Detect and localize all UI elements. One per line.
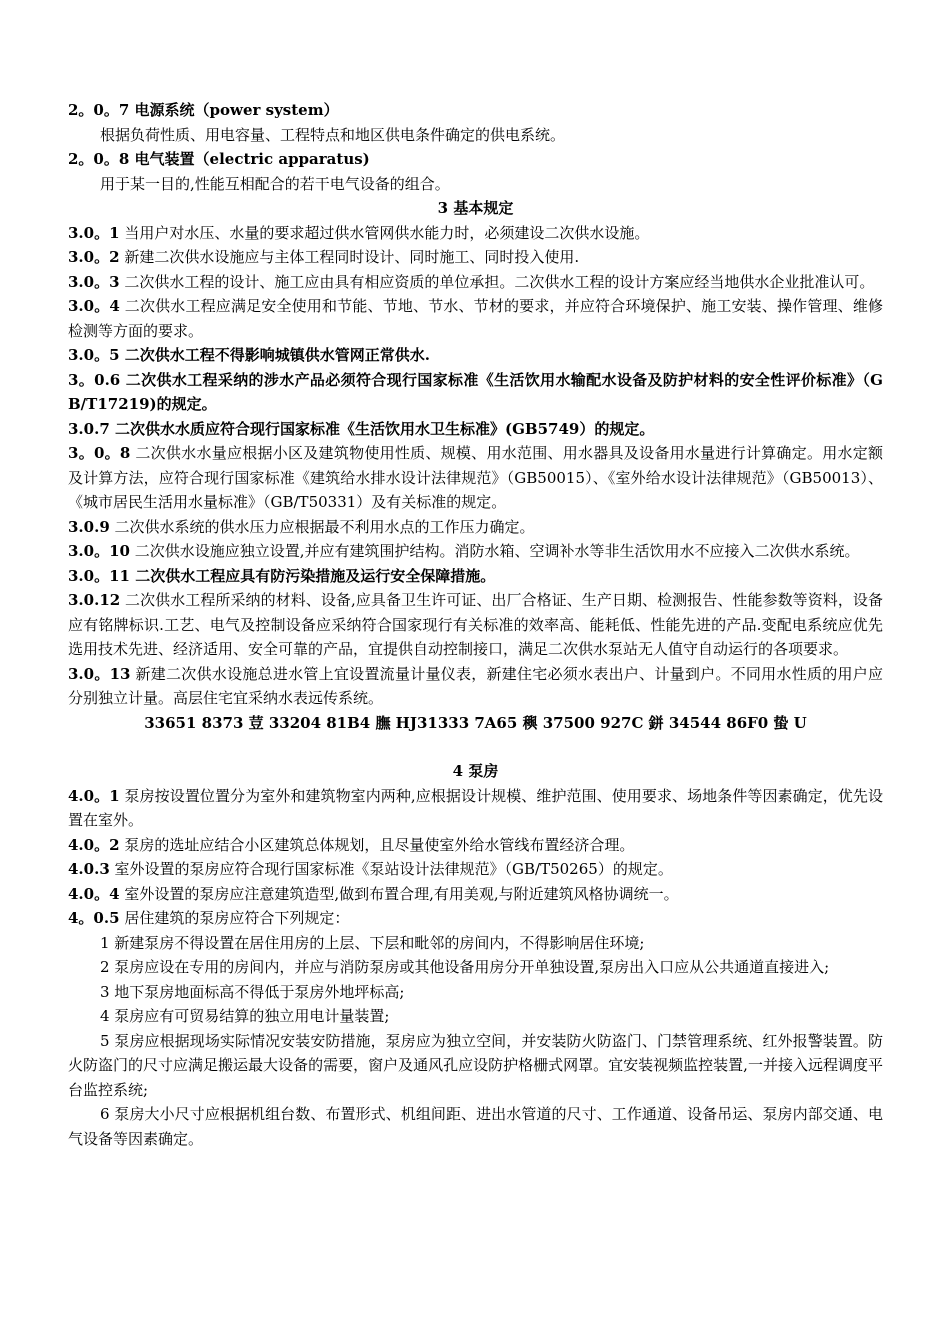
clause-4-0-5 bbox=[68, 906, 883, 931]
clause-text: 泵房的选址应结合小区建筑总体规划，且尽量使室外给水管线布置经济合理。 bbox=[119, 835, 635, 854]
list-item: 1 新建泵房不得设置在居住用房的上层、下层和毗邻的房间内，不得影响居住环境; bbox=[100, 933, 645, 952]
clause-number: 3.0。13 bbox=[68, 664, 131, 683]
garbled-code-line: 33651 8373 荳 33204 81B4 膴 HJ31333 7A65 穥 37500 927C 鉼 34544 86F0 蛰 U bbox=[144, 713, 807, 732]
clause-4-0-1 bbox=[68, 784, 883, 833]
clause-number: 3.0。5 bbox=[68, 346, 120, 364]
clause-number: 4。0.5 bbox=[68, 909, 120, 927]
clause-3-0-4 bbox=[68, 294, 883, 343]
clause-text: 新建二次供水设施应与主体工程同时设计、同时施工、同时投入使用. bbox=[119, 248, 580, 266]
clause-number: 3。0.6 bbox=[68, 370, 121, 389]
clause-text: 二次供水水质应符合现行国家标准《生活饮用水卫生标准》(GB5749）的规定。 bbox=[109, 419, 655, 438]
clause-number: 3.0.12 bbox=[68, 591, 121, 609]
clause-4-0-4 bbox=[68, 882, 883, 907]
clause-3-0-1 bbox=[68, 221, 883, 246]
clause-number: 4.0。2 bbox=[68, 835, 120, 854]
clause-number: 3.0。10 bbox=[68, 542, 130, 560]
clause-3-0-6 bbox=[68, 368, 883, 417]
list-item: 5 泵房应根据现场实际情况安装安防措施，泵房应为独立空间，并安装防火防盗门、门禁管理系统、红外报警装置。防火防盗门的尺寸应满足搬运最大设备的需要，窗户及通风孔应设防护格栅式网罩。宜安装视频监控装置,一并接入远程调度平台监控系统; bbox=[68, 1031, 883, 1099]
clause-number: 2。0。8 bbox=[68, 150, 130, 168]
clause-text: 二次供水工程应满足安全使用和节能、节地、节水、节材的要求，并应符合环境保护、施工安装、操作管理、维修检测等方面的要求。 bbox=[68, 297, 883, 340]
section-4-heading: 4 泵房 bbox=[452, 762, 499, 780]
clause-number: 3.0.9 bbox=[68, 517, 110, 536]
clause-text: 室外设置的泵房应符合现行国家标准《泵站设计法律规范》（GB/T50265）的规定。 bbox=[109, 860, 673, 878]
clause-3-0-7 bbox=[68, 417, 883, 442]
clause-2-0-7-heading bbox=[68, 98, 883, 123]
clause-4-0-2 bbox=[68, 833, 883, 858]
list-item: 2 泵房应设在专用的房间内，并应与消防泵房或其他设备用房分开单独设置,泵房出入口应从公共通道直接进入; bbox=[100, 958, 830, 976]
clause-text: 二次供水系统的供水压力应根据最不利用水点的工作压力确定。 bbox=[109, 517, 535, 536]
clause-text: 二次供水水量应根据小区及建筑物使用性质、规模、用水范围、用水器具及设备用水量进行计算确定。用水定额及计算方法，应符合现行国家标准《建筑给水排水设计法律规范》（GB50015）、《室外给水设计法律规范》（GB50013）、《城市居民生活用水量标准》（GB/T50331）及有关标准的规定。 bbox=[68, 444, 884, 511]
clause-text: 二次供水工程的设计、施工应由具有相应资质的单位承担。二次供水工程的设计方案应经当地供水企业批准认可。 bbox=[119, 272, 875, 291]
clause-number: 3.0。2 bbox=[68, 248, 120, 266]
clause-title: 电源系统（power system） bbox=[134, 101, 339, 119]
clause-2-0-7-body: 根据负荷性质、用电容量、工程特点和地区供电条件确定的供电系统。 bbox=[100, 125, 566, 144]
list-item: 4 泵房应有可贸易结算的独立用电计量装置; bbox=[100, 1007, 390, 1025]
clause-text: 当用户对水压、水量的要求超过供水管网供水能力时，必须建设二次供水设施。 bbox=[119, 223, 650, 242]
clause-number: 4.0。1 bbox=[68, 786, 120, 805]
list-item: 6 泵房大小尺寸应根据机组台数、布置形式、机组间距、进出水管道的尺寸、工作通道、设备吊运、泵房内部交通、电气设备等因素确定。 bbox=[68, 1105, 883, 1148]
clause-number: 3.0。1 bbox=[68, 223, 120, 242]
clause-text: 二次供水设施应独立设置,并应有建筑围护结构。消防水箱、空调补水等非生活饮用水不应接入二次供水系统。 bbox=[129, 542, 860, 560]
clause-text: 居住建筑的泵房应符合下列规定： bbox=[119, 909, 350, 927]
clause-3-0-10 bbox=[68, 539, 883, 564]
clause-2-0-8-body: 用于某一目的,性能互相配合的若干电气设备的组合。 bbox=[100, 174, 450, 193]
clause-4-0-3 bbox=[68, 857, 883, 882]
clause-text: 二次供水工程应具有防污染措施及运行安全保障措施。 bbox=[129, 566, 496, 585]
clause-3-0-11 bbox=[68, 564, 883, 589]
clause-number: 4.0。4 bbox=[68, 884, 120, 903]
clause-text: 泵房按设置位置分为室外和建筑物室内两种,应根据设计规模、维护范围、使用要求、场地条件等因素确定，优先设置在室外。 bbox=[68, 786, 883, 829]
list-item: 3 地下泵房地面标高不得低于泵房外地坪标高; bbox=[100, 982, 405, 1001]
clause-3-0-8 bbox=[68, 441, 883, 515]
clause-number: 3。0。8 bbox=[68, 444, 131, 462]
clause-number: 3.0.7 bbox=[68, 419, 110, 438]
clause-3-0-13 bbox=[68, 662, 883, 711]
clause-number: 4.0.3 bbox=[68, 860, 110, 878]
document-page bbox=[68, 98, 883, 1151]
clause-text: 室外设置的泵房应注意建筑造型,做到布置合理,有用美观,与附近建筑风格协调统一。 bbox=[119, 884, 679, 903]
clause-text: 二次供水工程采纳的涉水产品必须符合现行国家标准《生活饮用水输配水设备及防护材料的安全性评价标准》（GB/T17219)的规定。 bbox=[68, 370, 883, 413]
clause-number: 3.0。3 bbox=[68, 272, 120, 291]
clause-number: 2。0。7 bbox=[68, 101, 130, 119]
clause-2-0-8-heading bbox=[68, 147, 883, 172]
clause-3-0-9 bbox=[68, 515, 883, 540]
section-3-heading: 3 基本规定 bbox=[437, 199, 514, 217]
clause-3-0-2 bbox=[68, 245, 883, 270]
clause-3-0-3 bbox=[68, 270, 883, 295]
clause-3-0-12 bbox=[68, 588, 883, 662]
clause-3-0-5 bbox=[68, 343, 883, 368]
clause-text: 二次供水工程不得影响城镇供水管网正常供水. bbox=[119, 346, 430, 364]
clause-text: 二次供水工程所采纳的材料、设备,应具备卫生许可证、出厂合格证、生产日期、检测报告、性能参数等资料，设备应有铭牌标识.工艺、电气及控制设备应采纳符合国家现行有关标准的效率高、能耗低、性能先进的产品.变配电系统应优先选用技术先进、经济适用、安全可靠的产品，宜提供自动控制接口，满足二次供水泵站无人值守自动运行的各项要求。 bbox=[68, 591, 883, 658]
clause-title: 电气装置（electric apparatus) bbox=[134, 150, 370, 168]
clause-number: 3.0。11 bbox=[68, 566, 130, 585]
blank-line bbox=[68, 735, 883, 759]
clause-text: 新建二次供水设施总进水管上宜设置流量计量仪表，新建住宅必须水表出户、计量到户。不同用水性质的用户应分别独立计量。高层住宅宜采纳水表远传系统。 bbox=[68, 664, 883, 707]
clause-number: 3.0。4 bbox=[68, 297, 120, 315]
